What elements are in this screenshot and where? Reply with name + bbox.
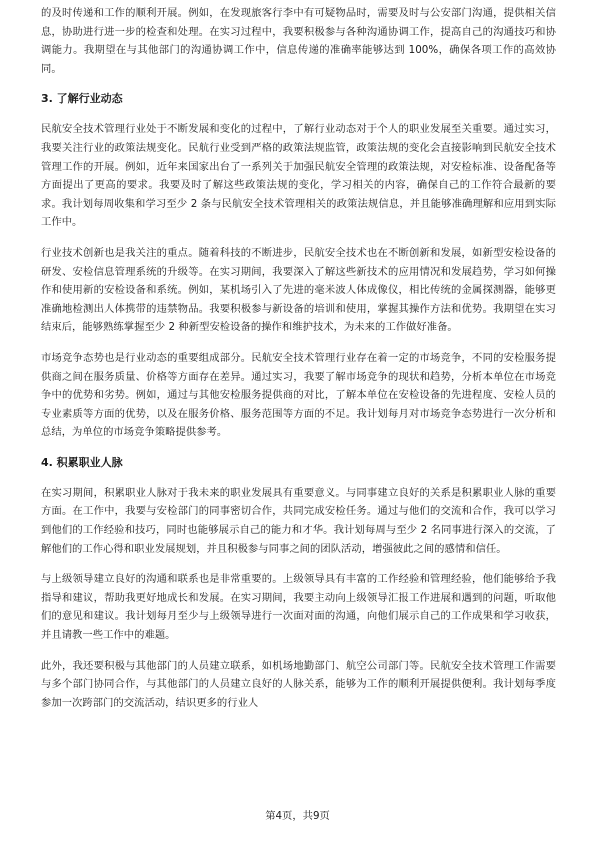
paragraph-other-departments: 此外，我还要积极与其他部门的人员建立联系，如机场地勤部门、航空公司部门等。民航安全技术管理工作需要与多个部门协同合作，与其他部门的人员建立良好的人脉关系，能够为工作的顺利开展提供便利。我计划每季度参加一次跨部门的交流活动，结识更多的行业人: [41, 659, 556, 709]
intro-paragraph: 的及时传递和工作的顺利开展。例如，在发现旅客行李中有可疑物品时，需要及时与公安部门沟通，提供相关信息，协助进行进一步的检查和处理。在实习过程中，我要积极参与各种沟通协调工作，提高自己的沟通技巧和协调能力。我期望在与其他部门的沟通协调工作中，信息传递的准确率能够达到 100%，确保各项工作的高效协同。: [41, 7, 556, 75]
page-number: 第4页，共9页: [265, 810, 330, 822]
paragraph-market-competition: 市场竞争态势也是行业动态的重要组成部分。民航安全技术管理行业存在着一定的市场竞争，不同的安检服务提供商之间在服务质量、价格等方面存在差异。通过实习，我要了解市场竞争的现状和趋势，分析本单位在市场竞争中的优势和劣势。例如，通过与其他安检服务提供商的对比，了解本单位在安检设备的先进程度、安检人员的专业素质等方面的优势，以及在服务价格、服务范围等方面的不足。我计划每月对市场竞争态势进行一次分析和总结，为单位的市场竞争策略提供参考。: [41, 351, 556, 439]
paragraph-technology-innovation: 行业技术创新也是我关注的重点。随着科技的不断进步，民航安全技术也在不断创新和发展，如新型安检设备的研发、安检信息管理系统的升级等。在实习期间，我要深入了解这些新技术的应用情况和发展趋势，学习如何操作和使用新的安检设备和系统。例如，某机场引入了先进的毫米波人体成像仪，相比传统的金属探测器，能够更准确地检测出人体携带的违禁物品。我要积极参与新设备的培训和使用，掌握其操作方法和优势。我期望在实习结束后，能够熟练掌握至少 2 种新型安检设备的操作和维护技术，为未来的工作做好准备。: [41, 246, 556, 334]
document-page: [41, 4, 556, 724]
paragraph-colleagues: 在实习期间，积累职业人脉对于我未来的职业发展具有重要意义。与同事建立良好的关系是积累职业人脉的重要方面。在工作中，我要与安检部门的同事密切合作，共同完成安检任务。通过与他们的交流和合作，我可以学习到他们的工作经验和技巧，同时也能够展示自己的能力和才华。我计划每周与至少 2 名同事进行深入的交流，了解他们的工作心得和职业发展规划，并且积极参与同事之间的团队活动，增强彼此之间的感情和信任。: [41, 486, 556, 555]
section-heading-industry-trends: 3. 了解行业动态: [41, 92, 123, 106]
section-heading-professional-network: 4. 积累职业人脉: [41, 455, 123, 469]
paragraph-policy-regulations: 民航安全技术管理行业处于不断发展和变化的过程中，了解行业动态对于个人的职业发展至关重要。通过实习，我要关注行业的政策法规变化。民航行业受到严格的政策法规监管，政策法规的变化会直接影响到民航安全技术管理工作的开展。例如，近年来国家出台了一系列关于加强民航安全管理的政策法规，对安检标准、设备配备等方面提出了更高的要求。我要及时了解这些政策法规的变化，学习相关的内容，确保自己的工作符合最新的要求。我计划每周收集和学习至少 2 条与民航安全技术管理相关的政策法规信息，并且能够准确理解和应用到实际工作中。: [41, 123, 556, 229]
paragraph-supervisors: 与上级领导建立良好的沟通和联系也是非常重要的。上级领导具有丰富的工作经验和管理经验，他们能够给予我指导和建议，帮助我更好地成长和发展。在实习期间，我要主动向上级领导汇报工作进展和遇到的问题，听取他们的意见和建议。我计划每月至少与上级领导进行一次面对面的沟通，向他们展示自己的工作成果和学习收获，并且请教一些工作中的难题。: [41, 573, 556, 642]
